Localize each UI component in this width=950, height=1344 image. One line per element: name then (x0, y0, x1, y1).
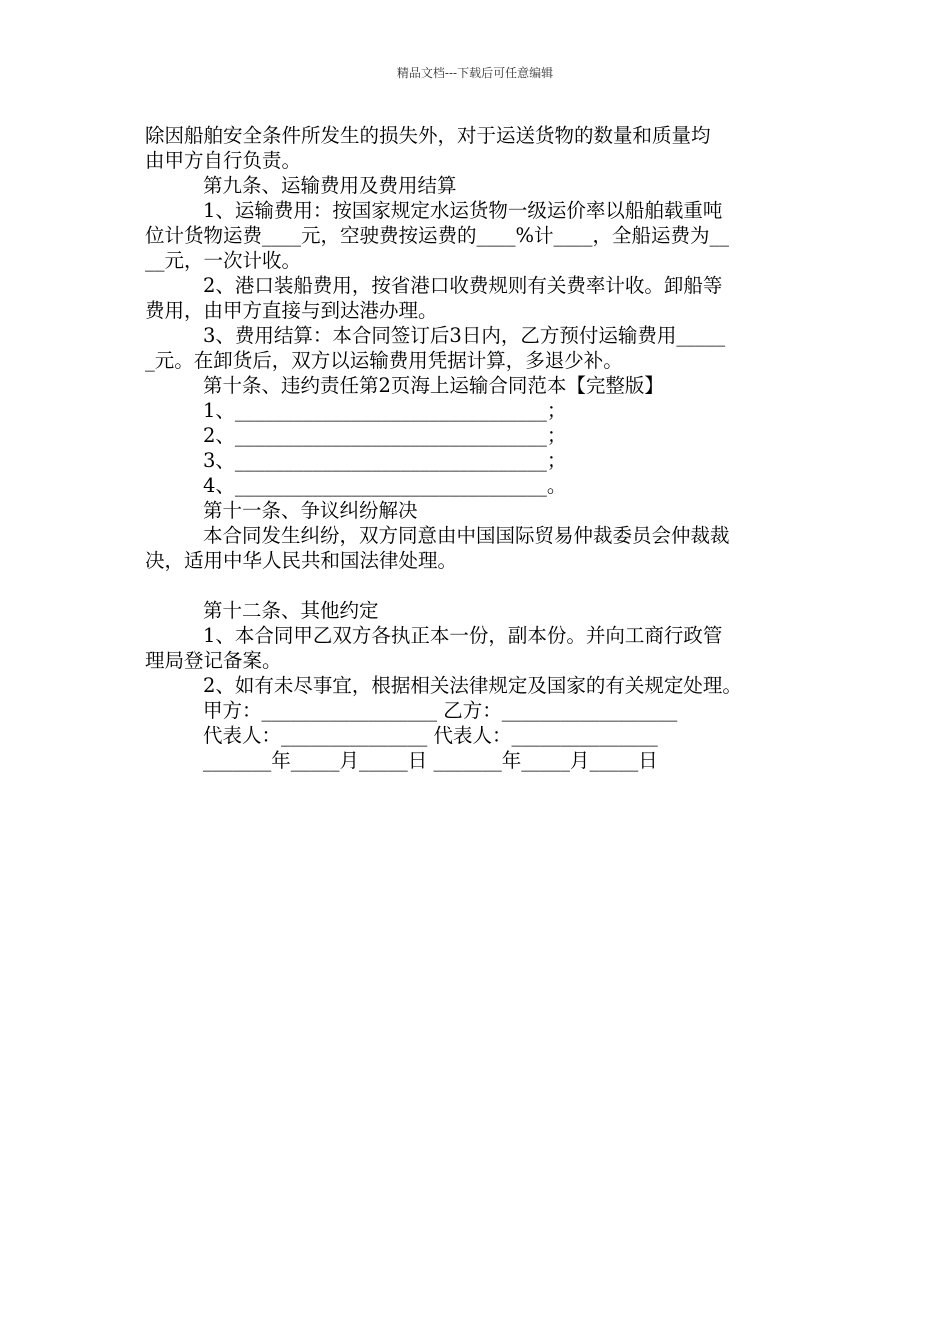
text-line: 位计货物运费____元，空驶费按运费的____%计____，全船运费为__ (145, 224, 730, 247)
text-line: 1、本合同甲乙双方各执正本一份，副本份。并向工商行政管 (203, 624, 723, 647)
text-line: 费用，由甲方直接与到达港办理。 (145, 299, 438, 322)
signature-date-line: _______年_____月_____日 _______年_____月_____日 (203, 749, 658, 772)
text-line: 2、如有未尽事宜，根据相关法律规定及国家的有关规定处理。 (203, 674, 742, 697)
blank-item-line: 1、________________________________； (203, 399, 567, 422)
text-line: 理局登记备案。 (145, 649, 282, 672)
blank-item-line: 4、________________________________。 (203, 474, 567, 497)
section-heading: 第十二条、其他约定 (203, 599, 379, 622)
signature-representative-line: 代表人：_______________ 代表人：_______________ (203, 724, 658, 747)
blank-item-line: 3、________________________________； (203, 449, 567, 472)
blank-item-line: 2、________________________________； (203, 424, 567, 447)
text-line: 由甲方自行负责。 (145, 149, 302, 172)
text-line: 除因船舶安全条件所发生的损失外，对于运送货物的数量和质量均 (145, 124, 711, 147)
text-line: _元。在卸货后，双方以运输费用凭据计算，多退少补。 (145, 349, 623, 372)
text-line: 1、运输费用：按国家规定水运货物一级运价率以船舶载重吨 (203, 199, 723, 222)
section-heading: 第九条、运输费用及费用结算 (203, 174, 457, 197)
text-line: 2、港口装船费用，按省港口收费规则有关费率计收。卸船等 (203, 274, 723, 297)
text-line: 本合同发生纠纷，双方同意由中国国际贸易仲裁委员会仲裁裁 (203, 524, 730, 547)
text-line: __元，一次计收。 (145, 249, 302, 272)
text-line: 决，适用中华人民共和国法律处理。 (145, 549, 458, 572)
document-body (145, 123, 813, 773)
empty-line (145, 573, 813, 598)
section-heading: 第十条、违约责任第2页海上运输合同范本【完整版】 (203, 374, 664, 397)
section-heading: 第十一条、争议纠纷解决 (203, 499, 418, 522)
text-line: 3、费用结算：本合同签订后3日内，乙方预付运输费用_____ (203, 324, 726, 347)
page-header: 精品文档---下载后可任意编辑 (396, 66, 554, 80)
signature-party-line: 甲方：__________________ 乙方：__________________ (203, 699, 678, 722)
